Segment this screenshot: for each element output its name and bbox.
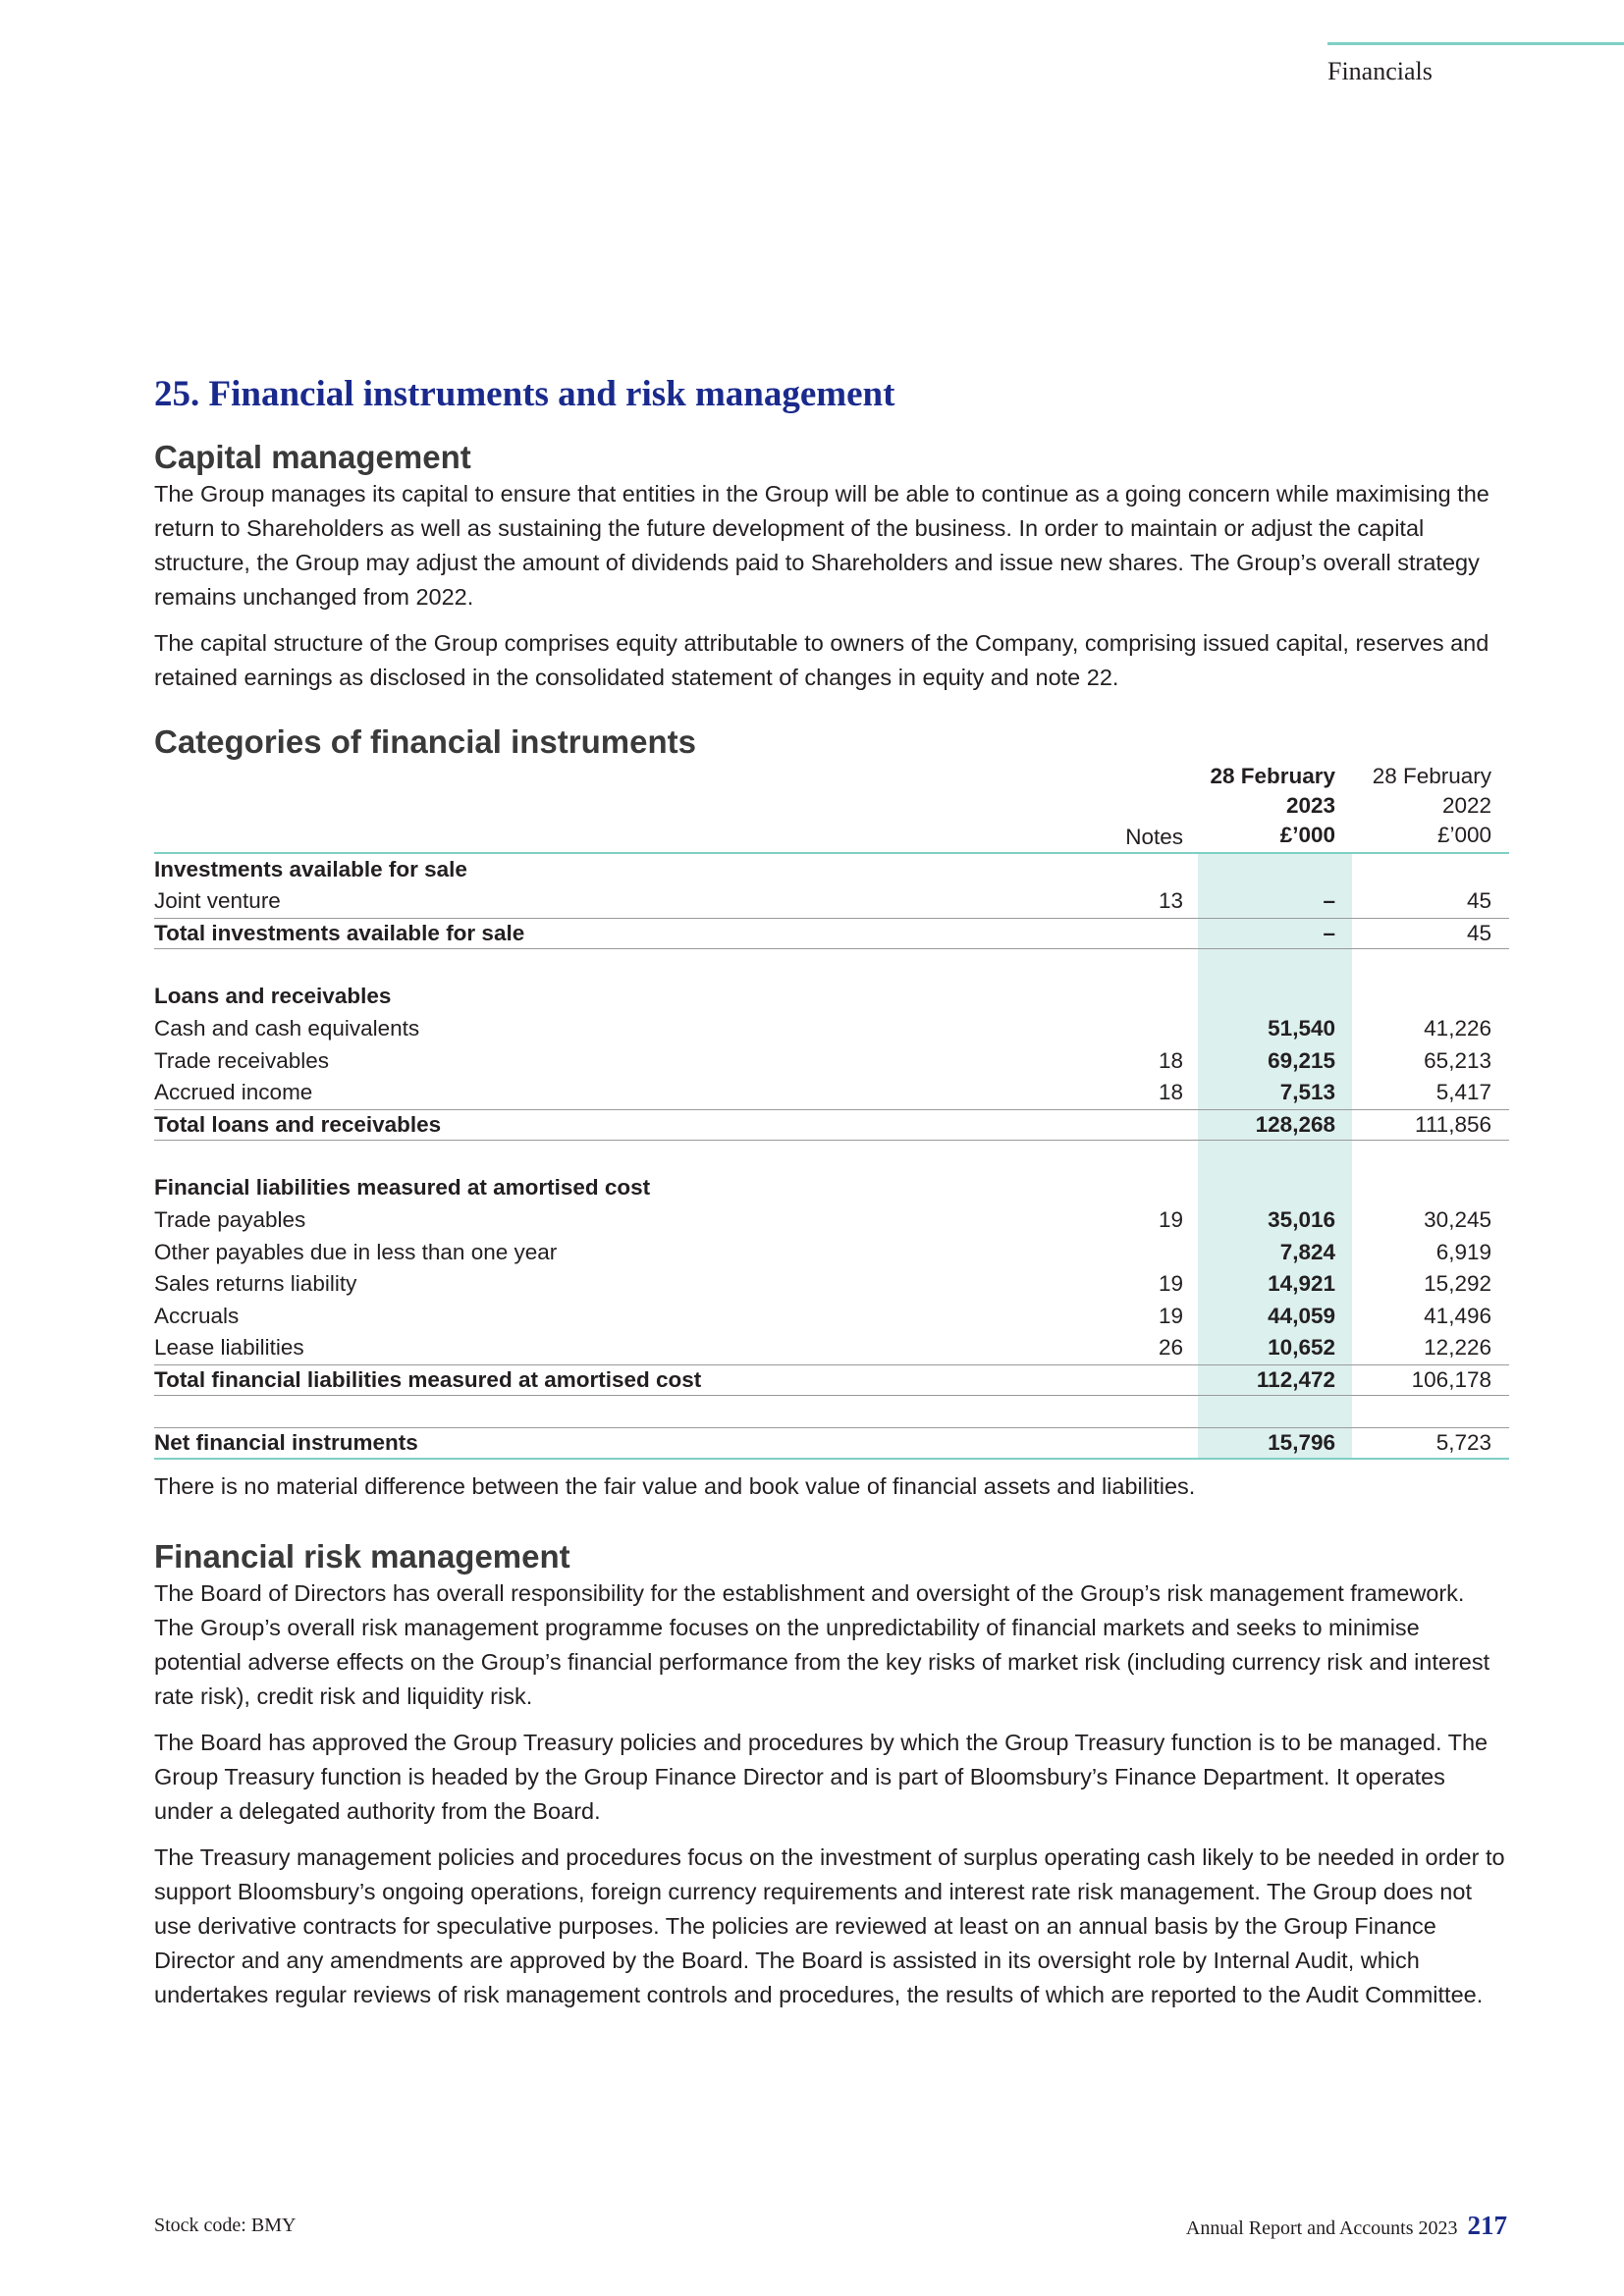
row-prior-value: 30,245 [1424, 1206, 1491, 1232]
table-row [154, 1427, 1509, 1460]
risk-management-heading: Financial risk management [154, 1538, 570, 1575]
row-current-value: 112,472 [1256, 1366, 1335, 1392]
table-row [154, 1045, 1509, 1078]
row-label: Other payables due in less than one year [154, 1239, 558, 1264]
row-note: 19 [1158, 1303, 1183, 1328]
row-label: Sales returns liability [154, 1271, 357, 1297]
row-prior-value: 6,919 [1435, 1239, 1491, 1264]
row-prior-value: 45 [1466, 888, 1491, 914]
table-row [154, 1204, 1509, 1237]
row-label: Cash and cash equivalents [154, 1015, 420, 1041]
table-row [154, 885, 1509, 918]
row-prior-value: 5,723 [1435, 1430, 1491, 1456]
row-label: Total financial liabilities measured at amortised cost [154, 1366, 702, 1392]
notes-column-header: Notes [1125, 824, 1183, 849]
risk-paragraph: The Treasury management policies and procedures focus on the investment of surplus operating cash likely to be needed in order to support Bloomsbury’s ongoing operations, foreign currency requirements and interest rate risk management. The Group does not use derivative contracts for speculative purposes. The policies are reviewed at least on an annual basis by the Group Finance Director and any amendments are approved by the Board. The Board is assisted in its oversight role by Internal Audit, which undertakes regular reviews of risk management controls and procedures, the results of which are reported to the Audit Committee. [154, 1844, 1505, 2008]
table-row [154, 1301, 1509, 1333]
row-prior-value: 106,178 [1411, 1366, 1491, 1392]
row-prior-value: 65,213 [1424, 1047, 1491, 1073]
row-current-value: 128,268 [1255, 1111, 1335, 1137]
row-current-value: 10,652 [1268, 1335, 1335, 1361]
table-row [154, 918, 1509, 949]
row-label: Net financial instruments [154, 1430, 418, 1456]
row-label: Investments available for sale [154, 856, 467, 881]
row-prior-value: 5,417 [1435, 1080, 1491, 1105]
row-label: Total loans and receivables [154, 1111, 442, 1137]
table-row [154, 1141, 1509, 1173]
risk-paragraph: The Board of Directors has overall responsibility for the establishment and oversight of the Group’s risk management framework. The Group’s overall risk management programme focuses on the unpredictability of financial markets and seeks to minimise potential adverse effects on the Group’s financial performance from the key risks of market risk (including currency risk and interest rate risk), credit risk and liquidity risk. [154, 1580, 1490, 1710]
table-row [154, 1332, 1509, 1364]
table-row [154, 1396, 1509, 1428]
row-prior-value: 41,226 [1424, 1015, 1491, 1041]
row-current-value: 51,540 [1268, 1015, 1335, 1041]
page-content [154, 373, 1509, 2012]
row-prior-value: 45 [1466, 920, 1491, 945]
row-label: Financial liabilities measured at amortised cost [154, 1175, 651, 1201]
row-label: Accrued income [154, 1080, 313, 1105]
prior-year-column-header: 28 February 2022 £’000 [1372, 763, 1491, 847]
row-label: Accruals [154, 1303, 240, 1328]
table-row [154, 1268, 1509, 1301]
row-label: Trade payables [154, 1206, 306, 1232]
section-label: Financials [1327, 57, 1433, 85]
row-current-value: 44,059 [1268, 1303, 1335, 1328]
row-label: Total investments available for sale [154, 920, 525, 945]
table-row [154, 854, 1509, 886]
row-prior-value: 41,496 [1424, 1303, 1491, 1328]
table-row [154, 1364, 1509, 1396]
page-number: 217 [1467, 2211, 1507, 2240]
capital-paragraph: The capital structure of the Group comprises equity attributable to owners of the Company, comprising issued capital, reserves and retained earnings as disclosed in the consolidated statement of changes in equity and note 22. [154, 629, 1489, 690]
risk-paragraph: The Board has approved the Group Treasury policies and procedures by which the Group Treasury function is to be managed. The Group Treasury function is headed by the Group Finance Director and is part of Bloomsbury’s Finance Department. It operates under a delegated authority from the Board. [154, 1730, 1489, 1825]
table-row [154, 1013, 1509, 1045]
row-current-value: – [1323, 920, 1335, 945]
row-current-value: 14,921 [1268, 1271, 1335, 1297]
row-prior-value: 15,292 [1424, 1271, 1491, 1297]
row-prior-value: 111,856 [1415, 1111, 1491, 1137]
table-row [154, 1172, 1509, 1204]
row-note: 19 [1158, 1206, 1183, 1232]
capital-paragraph: The Group manages its capital to ensure that entities in the Group will be able to continue as a going concern while maximising the return to Shareholders as well as sustaining the future development of the business. In order to maintain or adjust the capital structure, the Group may adjust the amount of dividends paid to Shareholders and issue new shares. The Group’s overall strategy remains unchanged from 2022. [154, 480, 1489, 610]
table-footnote: There is no material difference between the fair value and book value of financial assets and liabilities. [154, 1473, 1196, 1500]
row-current-value: 7,513 [1279, 1080, 1335, 1105]
row-note: 18 [1158, 1047, 1183, 1073]
table-row [154, 1077, 1509, 1109]
table-row [154, 949, 1509, 982]
row-current-value: 7,824 [1279, 1239, 1335, 1264]
stock-code: Stock code: BMY [154, 2215, 297, 2236]
capital-management-heading: Capital management [154, 439, 471, 476]
row-label: Joint venture [154, 888, 281, 914]
row-prior-value: 12,226 [1424, 1335, 1491, 1361]
footer-report [1186, 2211, 1507, 2241]
categories-heading: Categories of financial instruments [154, 722, 696, 760]
row-current-value: 69,215 [1268, 1047, 1335, 1073]
table-header [154, 762, 1509, 854]
row-label: Loans and receivables [154, 984, 392, 1009]
table-row [154, 1109, 1509, 1141]
row-label: Lease liabilities [154, 1335, 304, 1361]
row-current-value: 15,796 [1268, 1430, 1335, 1456]
note-title: 25. Financial instruments and risk management [154, 374, 895, 414]
row-note: 18 [1158, 1080, 1183, 1105]
row-note: 13 [1158, 888, 1183, 914]
table-body [154, 854, 1509, 1461]
row-note: 26 [1158, 1335, 1183, 1361]
table-row [154, 981, 1509, 1013]
report-title: Annual Report and Accounts 2023 [1185, 2217, 1458, 2239]
financial-instruments-table [154, 762, 1509, 1461]
row-note: 19 [1158, 1271, 1183, 1297]
row-label: Trade receivables [154, 1047, 330, 1073]
table-row [154, 1237, 1509, 1269]
header-accent-rule [1327, 42, 1624, 45]
row-current-value: 35,016 [1268, 1206, 1335, 1232]
current-year-column-header: 28 February 2023 £’000 [1210, 763, 1335, 847]
row-current-value: – [1323, 888, 1335, 914]
